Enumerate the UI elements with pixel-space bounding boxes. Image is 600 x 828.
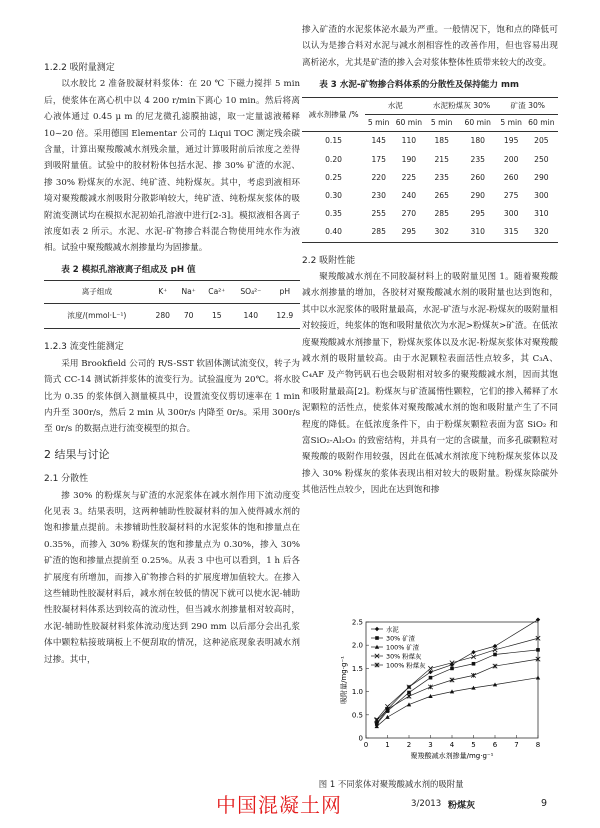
- data-point: [375, 627, 379, 631]
- section-2-2-heading: 2.2 吸附性能: [302, 255, 356, 266]
- x-tick-label: 6: [492, 741, 498, 749]
- table-cell: 110: [401, 136, 417, 146]
- table-3-subheader: 60 min: [392, 115, 425, 132]
- continued-paragraph: 掺入矿渣的水泥浆体泌水最为严重。一般情况下，饱和点的降低可以认为是掺合料对水泥与减水剂相容性的改善作用，但也容易出现离析泌水，尤其是矿渣的掺入会对浆体整体性质带来较大的改变。: [302, 25, 558, 68]
- section-2-2-body: 聚羧酸减水剂在不同胶凝材料上的吸附量见图 1。随着聚羧酸减水剂掺量的增加，各胶材对聚羧酸减水剂的吸附量也达到饱和，其中以水泥浆体的吸附量最高，水泥-矿渣与水泥-粉煤灰的吸附量相对较接近，纯浆体的饱和吸附量依次为水泥>粉煤灰>矿渣。在低浓度聚羧酸减水剂掺量下，粉煤灰浆体以及水泥-粉煤灰浆体对聚羧酸减水剂的吸附量较高。由于水泥颗粒表面活性点较多，其 C₃A、C₄AF 及产物钙矾石也会吸附相对较多的聚羧酸减水剂，因而其饱和吸附量最高[2]。粉煤灰与矿渣属惰性颗粒，它们的掺入稀释了水泥颗粒的活性点，使浆体对聚羧酸减水剂的饱和吸附量产生了不同程度的降低。在低浓度条件下，由于粉煤灰颗粒表面为富 SiO₂ 和富SiO₂-Al₂O₃ 的致密结构，并具有一定的含碳量，而多孔碳颗粒对聚羧酸的吸附作用较强，因此在低减水剂浓度下纯粉煤灰浆体以及掺入 30% 粉煤灰的浆体表现出相对较大的吸附量。粉煤灰除碳外其他活性点较少，因此在达到饱和掺: [302, 271, 558, 496]
- issue-number: 3/2013: [411, 799, 442, 809]
- table-cell: 0.15: [325, 136, 343, 146]
- table-cell: 0.25: [325, 172, 343, 182]
- table-row: [44, 304, 300, 329]
- data-point: [407, 694, 411, 698]
- table-2-header: 离子组成: [44, 281, 150, 304]
- data-point: [536, 675, 540, 679]
- table-2-header: Na⁺: [176, 281, 202, 304]
- adsorption-chart: [302, 614, 558, 770]
- table-row: [302, 205, 558, 223]
- table-cell: 235: [434, 172, 449, 182]
- table-3-subheader: 5 min: [365, 115, 392, 132]
- table-3-header-row: [302, 97, 558, 114]
- data-point: [493, 644, 497, 648]
- table-cell: 300: [503, 209, 519, 219]
- table-3: [302, 97, 558, 243]
- table-row: [302, 169, 558, 187]
- y-tick-label: 2.0: [351, 641, 363, 650]
- data-point: [407, 691, 411, 695]
- table-cell: 140: [243, 311, 259, 321]
- table-cell: 320: [534, 227, 549, 237]
- table-cell: 200: [503, 154, 519, 164]
- legend-label: 30% 粉煤灰: [386, 652, 422, 661]
- table-cell: 265: [434, 190, 449, 200]
- table-3-caption: 表 3 水泥-矿物掺合料体系的分散性及保持能力 mm: [319, 80, 519, 91]
- x-tick-label: 7: [514, 741, 519, 749]
- data-point: [493, 653, 497, 657]
- table-cell: 220: [371, 172, 386, 182]
- table-cell: 0.35: [325, 209, 343, 219]
- table-cell: 300: [534, 190, 549, 200]
- section-1-2-2-heading: 1.2.2 吸附量测定: [44, 63, 115, 73]
- y-tick-label: 1.5: [351, 664, 363, 673]
- table-2-header-row: [44, 281, 300, 304]
- table-cell: 240: [401, 190, 417, 200]
- left-column: [44, 60, 300, 668]
- table-cell: 12.9: [276, 311, 294, 321]
- x-tick-label: 2: [406, 741, 412, 749]
- table-2-caption: 表 2 模拟孔溶液离子组成及 pH 值: [61, 264, 196, 275]
- table-cell: 285: [371, 227, 386, 237]
- legend-label: 30% 矿渣: [386, 634, 416, 643]
- section-2-heading: 2 结果与讨论: [44, 447, 110, 461]
- table-2-header: SO₄²⁻: [232, 281, 270, 304]
- journal-name: 粉煤灰: [448, 801, 476, 811]
- table-cell: 285: [434, 209, 449, 219]
- table-cell: 260: [503, 172, 519, 182]
- data-point: [472, 662, 476, 666]
- data-point: [536, 648, 540, 652]
- table-2-header: Ca²⁺: [202, 281, 233, 304]
- table-cell: 235: [470, 154, 485, 164]
- table-3-group-header: 水泥粉煤灰 30%: [426, 97, 498, 114]
- table-cell: 260: [470, 172, 485, 182]
- page-number: 9: [541, 798, 548, 809]
- table-cell: 275: [503, 190, 519, 200]
- table-cell: 290: [534, 172, 549, 182]
- table-cell: 145: [371, 136, 386, 146]
- table-3-subheader: 5 min: [498, 115, 525, 132]
- x-tick-label: 0: [363, 741, 369, 749]
- data-point: [407, 702, 411, 706]
- table-cell: 175: [371, 154, 386, 164]
- table-cell: 0.40: [325, 227, 343, 237]
- table-cell: 205: [534, 136, 549, 146]
- table-cell: 270: [401, 209, 417, 219]
- figure-1: [302, 614, 558, 793]
- legend-label: 水泥: [386, 625, 399, 634]
- data-point: [375, 718, 379, 722]
- table-3-subheader: 5 min: [426, 115, 458, 132]
- table-2-header: K⁺: [150, 281, 176, 304]
- page-footer: [0, 789, 600, 819]
- table-3-group-header: 矿渣 30%: [498, 97, 558, 114]
- table-3-subheader: 60 min: [458, 115, 498, 132]
- x-axis-label: 聚羧酸减水剂掺量/mg·g⁻¹: [410, 752, 494, 760]
- table-row: [302, 187, 558, 205]
- table-cell: 295: [470, 209, 485, 219]
- x-tick-label: 3: [428, 741, 433, 749]
- table-row: [302, 132, 558, 151]
- table-cell: 295: [401, 227, 417, 237]
- site-watermark: 中国混凝土网: [216, 793, 342, 817]
- table-cell: 280: [155, 311, 171, 321]
- data-point: [385, 715, 389, 719]
- table-2-header: pH: [270, 281, 300, 304]
- figure-1-caption: 图 1 不同浆体对聚羧酸减水剂的吸附量: [318, 779, 464, 790]
- y-axis-label: 吸附量/mg·g⁻¹: [340, 656, 348, 704]
- table-cell: 215: [434, 154, 449, 164]
- table-cell: 15: [211, 311, 222, 321]
- section-2-1-body: 掺 30% 的粉煤灰与矿渣的水泥浆体在减水剂作用下流动度变化见表 3。结果表明，这两种辅助性胶凝材料的加入使得减水剂的饱和掺量点提前。未掺辅助性胶凝材料的水泥浆体的饱和掺量点在 0.35%，而掺入 30% 粉煤灰的饱和掺量点为 0.30%，掺入 30% 矿渣的饱和掺量点提前至 0.25%。从表 3 中也可以看到，1 h 后各扩展度有所增加，而掺入矿物掺合料的扩展度增加值较大。在掺入这些辅助性胶凝材料后，减水剂在较低的情况下就可以使水泥-辅助性胶凝材料体系达到较高的流动性，但当减水剂掺量相对较高时，水泥-辅助性胶凝材料浆体流动度达到 290 mm 以后部分会出孔浆体中颗粒粘接玻璃板上不便刮取的情况，这种泌底现象表明减水剂过掺。其中，: [44, 490, 300, 665]
- legend-label: 100% 粉煤灰: [386, 661, 426, 670]
- table-3-dosage-header: 减水剂掺量 /%: [302, 97, 365, 132]
- table-cell: 315: [503, 227, 519, 237]
- table-cell: 290: [470, 190, 485, 200]
- table-cell: 185: [434, 136, 449, 146]
- table-row: [302, 151, 558, 169]
- x-tick-label: 5: [471, 741, 476, 749]
- table-cell: 0.30: [325, 190, 343, 200]
- data-point: [375, 636, 379, 640]
- table-2: [44, 280, 300, 329]
- table-cell: 0.20: [325, 154, 343, 164]
- data-point: [428, 685, 432, 689]
- section-1-2-3-heading: 1.2.3 流变性能测定: [44, 342, 124, 353]
- table-cell: 302: [434, 227, 449, 237]
- x-tick-label: 1: [385, 741, 390, 749]
- table-3-subheader: 60 min: [525, 115, 558, 132]
- legend-label: 100% 矿渣: [386, 643, 420, 652]
- data-point: [429, 676, 433, 680]
- table-row: [302, 223, 558, 242]
- table-cell: 225: [401, 172, 417, 182]
- data-point: [428, 670, 432, 674]
- section-2-1-heading: 2.1 分散性: [44, 474, 89, 485]
- table-cell: 195: [503, 136, 519, 146]
- data-point: [471, 650, 475, 654]
- data-point: [471, 655, 475, 659]
- x-tick-label: 4: [449, 741, 455, 749]
- data-point: [450, 667, 454, 671]
- table-cell: 浓度/(mmol·L⁻¹): [67, 311, 127, 321]
- table-cell: 310: [534, 209, 549, 219]
- table-cell: 255: [371, 209, 386, 219]
- section-1-2-3-body: 采用 Brookfield 公司的 R/S-SST 软固体测试流变仪，转子为筒式 CC-14 测试新拌浆体的流变行为。试验温度为 20℃。将水胶比为 0.35 的浆体倒入测量模具中，设置流变仪剪切速率在 1 min 内升至 300r/s，然后 2 min 从 300r/s 内降至 0r/s。采用 300r/s 至 0r/s 的数据点进行流变模型的拟合。: [44, 358, 300, 435]
- right-column: [302, 22, 558, 790]
- table-cell: 310: [470, 227, 485, 237]
- y-tick-label: 0.5: [351, 711, 363, 720]
- table-cell: 230: [371, 190, 386, 200]
- table-cell: 190: [401, 154, 417, 164]
- table-cell: 70: [183, 311, 194, 321]
- table-cell: 250: [534, 154, 549, 164]
- y-tick-label: 2.5: [351, 618, 363, 627]
- series-line: [377, 678, 538, 727]
- data-point: [536, 617, 540, 621]
- x-tick-label: 8: [535, 741, 541, 749]
- section-1-2-2-body: 以水胶比 2 准备胶凝材料浆体：在 20 ℃ 下磁力搅拌 5 min后，使浆体在离心机中以 4 200 r/min下离心 10 min。然后将离心液体通过 0.45 μ m 的尼龙微孔滤膜抽滤，取一定量滤液稀释 10~20 倍。采用德国 Elementar 公司的 Liqui TOC 测定残余碳含量，计算出聚羧酸减水剂残余量，通过计算吸附前后浓度之差得到吸附量值。试验中的胶材粉体包括水泥、掺 30% 矿渣的水泥、掺 30% 粉煤灰的水泥、纯矿渣、纯粉煤灰。其中，考虑到液相环境对聚羧酸减水剂吸附分散影响较大，纯矿渣、纯粉煤灰浆体的吸附流变测试均在模拟水泥初始孔溶液中进行[2-3]。模拟液相各离子浓度如表 2 所示。水泥、水泥-矿物掺合料混合物使用纯水作为液相。试验中聚羧酸减水剂掺量均为固掺量。: [44, 79, 300, 254]
- table-3-group-header: 水泥: [365, 97, 425, 114]
- y-tick-label: 1.0: [351, 688, 363, 697]
- y-tick-label: 0: [358, 734, 363, 743]
- table-cell: 180: [470, 136, 485, 146]
